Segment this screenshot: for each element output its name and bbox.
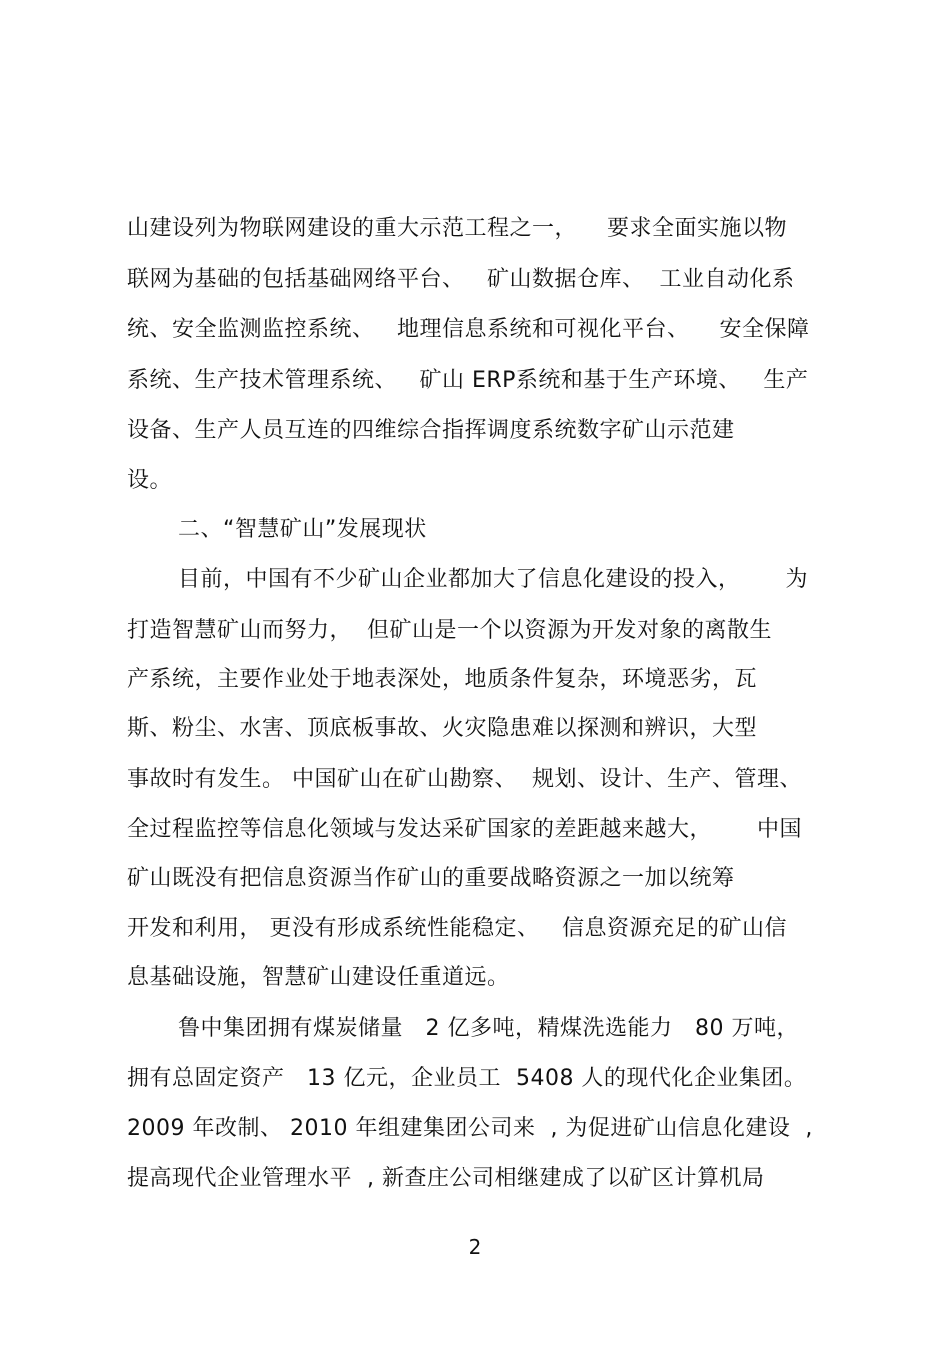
paragraph-line: 联网为基础的包括基础网络平台、 矿山数据仓库、 工业自动化系	[127, 267, 795, 292]
paragraph-line: 提高现代企业管理水平 , 新查庄公司相继建成了以矿区计算机局	[127, 1166, 765, 1191]
paragraph-line: 矿山既没有把信息资源当作矿山的重要战略资源之一加以统筹	[127, 866, 735, 891]
page-number: 2	[468, 1235, 482, 1259]
paragraph-line: 设备、生产人员互连的四维综合指挥调度系统数字矿山示范建	[127, 418, 735, 443]
paragraph-line: 打造智慧矿山而努力， 但矿山是一个以资源为开发对象的离散生	[127, 618, 772, 643]
paragraph-line: 开发和利用， 更没有形成系统性能稳定、 信息资源充足的矿山信	[127, 916, 787, 941]
paragraph-line: 山建设列为物联网建设的重大示范工程之一， 要求全面实施以物	[127, 216, 787, 241]
paragraph-line: 全过程监控等信息化领域与发达采矿国家的差距越来越大， 中国	[127, 817, 802, 842]
paragraph-line: 设。	[127, 468, 173, 493]
paragraph-line: 拥有总固定资产 13 亿元，企业员工 5408 人的现代化企业集团。	[127, 1066, 807, 1091]
section-heading: 二、“智慧矿山”发展现状	[178, 517, 427, 542]
paragraph-line: 息基础设施，智慧矿山建设任重道远。	[127, 965, 510, 990]
paragraph-line: 系统、生产技术管理系统、 矿山 ERP系统和基于生产环境、 生产	[127, 368, 809, 393]
paragraph-line: 鲁中集团拥有煤炭储量 2 亿多吨，精煤洗选能力 80 万吨，	[178, 1016, 799, 1041]
paragraph-line: 统、安全监测监控系统、 地理信息系统和可视化平台、 安全保障	[127, 317, 810, 342]
paragraph-line: 产系统，主要作业处于地表深处，地质条件复杂，环境恶劣，瓦	[127, 667, 758, 692]
paragraph-line: 斯、粉尘、水害、顶底板事故、火灾隐患难以探测和辨识，大型	[127, 716, 758, 741]
paragraph-line: 2009 年改制、 2010 年组建集团公司来 , 为促进矿山信息化建设 ,	[127, 1116, 813, 1141]
paragraph-line: 事故时有发生。 中国矿山在矿山勘察、 规划、设计、生产、管理、	[127, 767, 802, 792]
paragraph-line: 目前，中国有不少矿山企业都加大了信息化建设的投入， 为	[178, 567, 808, 592]
